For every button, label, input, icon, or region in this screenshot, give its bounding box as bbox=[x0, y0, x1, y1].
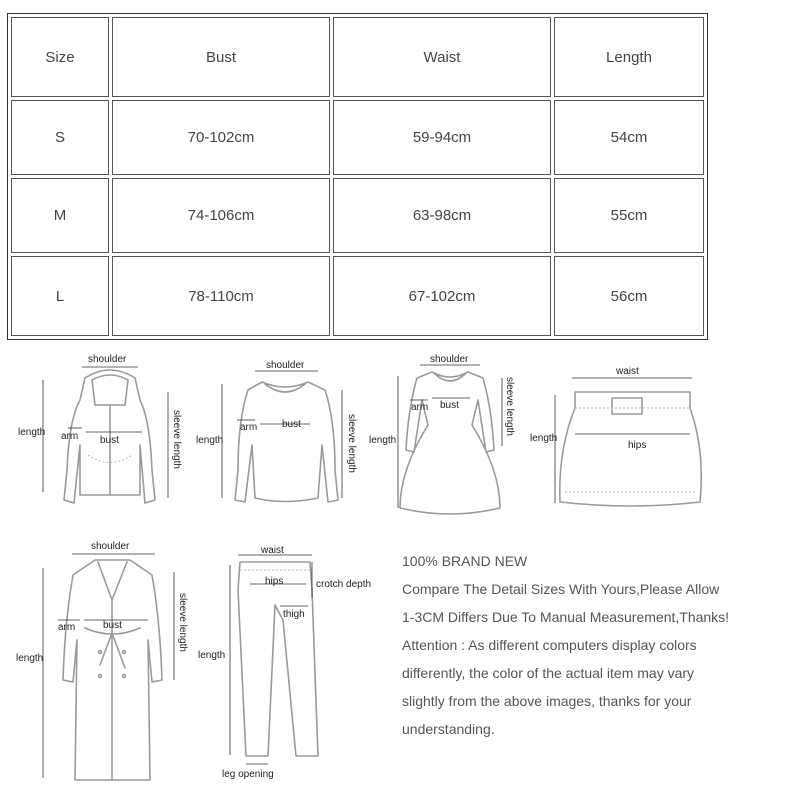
hoodie-sleeve-label: sleeve length bbox=[171, 410, 182, 469]
header-bust: Bust bbox=[112, 17, 330, 97]
header-size: Size bbox=[11, 17, 109, 97]
pants-hips-label: hips bbox=[265, 576, 284, 587]
cell-size: S bbox=[11, 100, 109, 175]
cell-length: 56cm bbox=[554, 256, 704, 336]
cell-size: L bbox=[11, 256, 109, 336]
note-measurement: 1-3CM Differs Due To Manual Measurement,Thanks! bbox=[402, 609, 730, 625]
coat-length-label: length bbox=[16, 653, 44, 664]
cell-waist: 59-94cm bbox=[333, 100, 551, 175]
note-understanding: understanding. bbox=[402, 721, 495, 737]
coat-shoulder-label: shoulder bbox=[91, 541, 130, 552]
pants-waist-label: waist bbox=[261, 545, 284, 556]
cell-bust: 70-102cm bbox=[112, 100, 330, 175]
coat-bust-label: bust bbox=[103, 620, 122, 631]
hoodie-shoulder-label: shoulder bbox=[88, 354, 127, 365]
skirt-hips-label: hips bbox=[628, 440, 647, 451]
sweater-diagram bbox=[196, 360, 357, 502]
table-row bbox=[11, 178, 704, 253]
pants-thigh-label: thigh bbox=[283, 609, 305, 620]
note-brand-new: 100% BRAND NEW bbox=[402, 553, 528, 569]
dress-sleeve-label: sleeve length bbox=[504, 377, 515, 436]
pants-length-label: length bbox=[198, 650, 226, 661]
cell-size: M bbox=[11, 178, 109, 253]
cell-bust: 78-110cm bbox=[112, 256, 330, 336]
skirt-length-label: length bbox=[530, 433, 558, 444]
note-attention: Attention : As different computers display colors bbox=[402, 637, 697, 653]
hoodie-arm-label: arm bbox=[61, 431, 79, 442]
skirt-diagram bbox=[530, 366, 701, 506]
dress-shoulder-label: shoulder bbox=[430, 354, 469, 365]
coat-arm-label: arm bbox=[58, 622, 76, 633]
sweater-length-label: length bbox=[196, 435, 224, 446]
note-color: differently, the color of the actual item may vary bbox=[402, 665, 695, 681]
table-row bbox=[11, 256, 704, 336]
note-compare-sizes: Compare The Detail Sizes With Yours,Please Allow bbox=[402, 581, 720, 597]
pants-diagram bbox=[198, 545, 371, 780]
sweater-bust-label: bust bbox=[282, 419, 301, 430]
hoodie-diagram bbox=[18, 354, 182, 503]
cell-length: 55cm bbox=[554, 178, 704, 253]
size-chart-table bbox=[7, 13, 708, 340]
hoodie-length-label: length bbox=[18, 427, 46, 438]
coat-diagram bbox=[16, 541, 188, 780]
cell-waist: 67-102cm bbox=[333, 256, 551, 336]
product-notes bbox=[402, 547, 797, 743]
cell-bust: 74-106cm bbox=[112, 178, 330, 253]
dress-arm-label: arm bbox=[411, 402, 429, 413]
sweater-arm-label: arm bbox=[240, 422, 258, 433]
header-waist: Waist bbox=[333, 17, 551, 97]
coat-sleeve-label: sleeve length bbox=[177, 593, 188, 652]
sweater-shoulder-label: shoulder bbox=[266, 360, 305, 371]
pants-leg-opening-label: leg opening bbox=[222, 769, 274, 780]
table-header-row bbox=[11, 17, 704, 97]
dress-bust-label: bust bbox=[440, 400, 459, 411]
dress-length-label: length bbox=[369, 435, 397, 446]
dress-diagram bbox=[369, 354, 515, 514]
cell-waist: 63-98cm bbox=[333, 178, 551, 253]
pants-crotch-label: crotch depth bbox=[316, 579, 372, 590]
skirt-waist-label: waist bbox=[616, 366, 639, 377]
sweater-sleeve-label: sleeve length bbox=[346, 414, 357, 473]
note-images: slightly from the above images, thanks for your bbox=[402, 693, 692, 709]
table-row bbox=[11, 100, 704, 175]
cell-length: 54cm bbox=[554, 100, 704, 175]
hoodie-bust-label: bust bbox=[100, 435, 119, 446]
header-length: Length bbox=[554, 17, 704, 97]
